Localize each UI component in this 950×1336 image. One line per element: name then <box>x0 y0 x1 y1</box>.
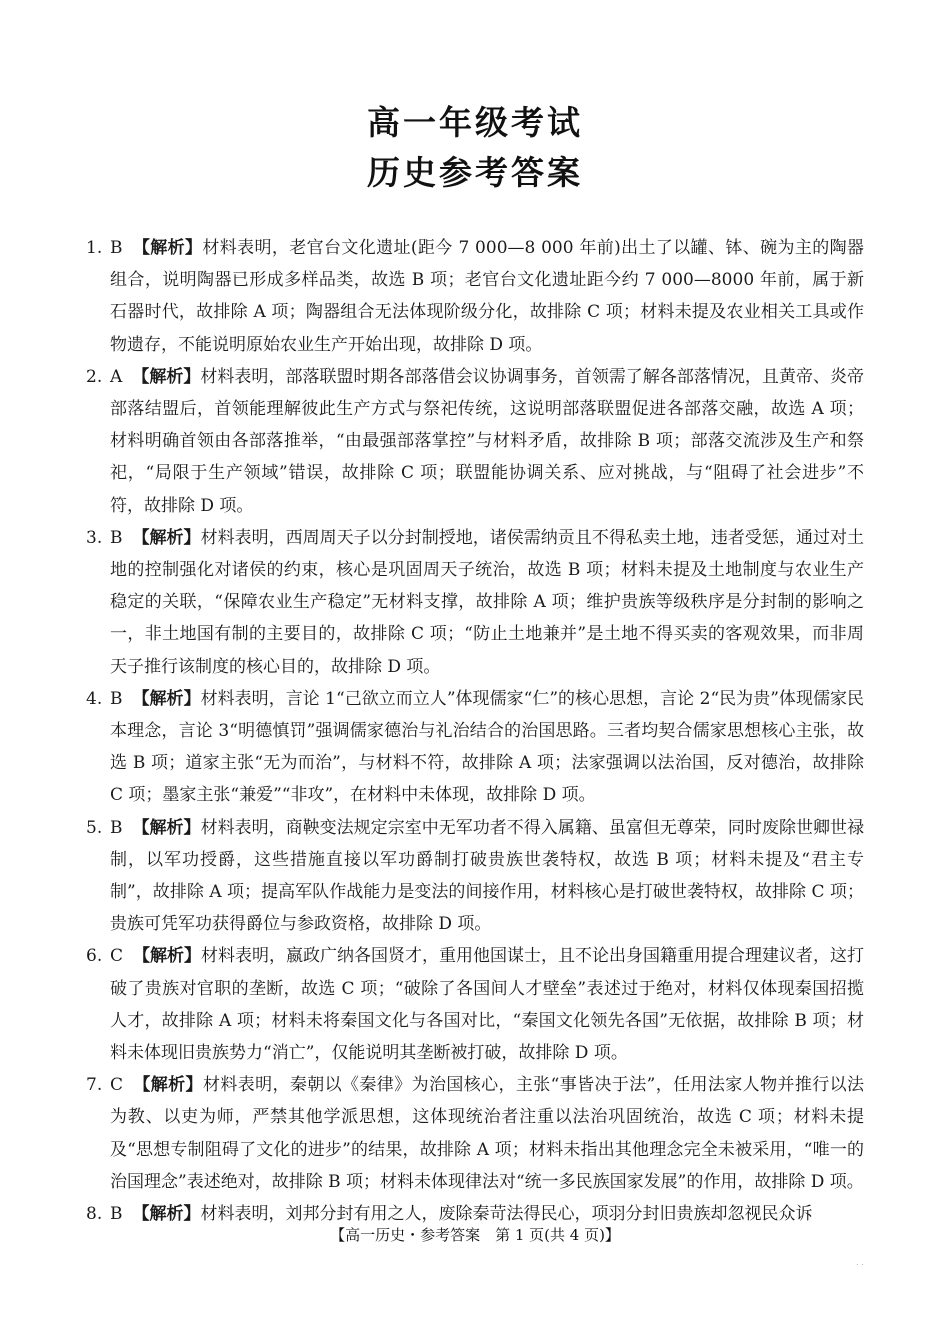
answer-item-3 <box>86 522 864 683</box>
answer-list <box>86 232 864 1230</box>
analysis-tag: 【解析】 <box>132 1204 201 1225</box>
answer-text: 材料表明，西周周天子以分封制授地，诸侯需纳贡且不得私卖土地，违者受惩，通过对土地的控制强化对诸侯的约束，核心是巩固周天子统治，故选 B 项；材料未提及土地制度与农业生产稳定的关联，“保障农业生产稳定”无材料支撑，故排除 A 项；维护贵族等级秩序是分封制的影响之一，非土地国有制的主要目的，故排除 C 项；“防止土地兼并”是土地不得买卖的客观效果，而非周天子推行该制度的核心目的，故排除 D 项。 <box>110 527 865 677</box>
analysis-tag: 【解析】 <box>132 527 201 548</box>
answer-text: 材料表明，嬴政广纳各国贤才，重用他国谋士，且不论出身国籍重用提合理建议者，这打破了贵族对官职的垄断，故选 C 项；“破除了各国间人才壁垒”表述过于绝对，材料仅体现秦国招揽人才，故排除 A 项；材料未将秦国文化与各国对比，“秦国文化领先各国”无依据，故排除 B 项；材料未体现旧贵族势力“消亡”，仅能说明其垄断被打破，故排除 D 项。 <box>110 946 865 1064</box>
answer-text: 材料表明，刘邦分封有用之人，废除秦苛法得民心，项羽分封旧贵族却忽视民众诉 <box>200 1204 813 1225</box>
analysis-tag: 【解析】 <box>132 817 201 838</box>
answer-text: 材料表明，老官台文化遗址(距今 7 000—8 000 年前)出土了以罐、钵、碗为主的陶器组合，说明陶器已形成多样品类，故选 B 项；老官台文化遗址距今约 7 000—8000 年前，属于新石器时代，故排除 A 项；陶器组合无法体现阶级分化，故排除 C 项；材料未提及农业相关工具或作物遗存，不能说明原始农业生产开始出现，故排除 D 项。 <box>110 238 865 355</box>
answer-item-5 <box>86 812 864 941</box>
answer-choice: B <box>110 238 123 258</box>
answer-number: 6. <box>86 946 103 967</box>
analysis-tag: 【解析】 <box>133 946 202 967</box>
analysis-tag: 【解析】 <box>132 688 201 709</box>
answer-choice: A <box>110 366 123 387</box>
answer-item-6 <box>86 940 864 1069</box>
answer-choice: B <box>110 1204 123 1225</box>
answer-choice: B <box>110 527 123 548</box>
answer-item-2 <box>86 361 864 522</box>
corner-mark: . . <box>856 1258 864 1267</box>
answer-item-7 <box>86 1069 864 1198</box>
answer-choice: B <box>110 688 123 709</box>
answer-item-4 <box>86 683 864 812</box>
analysis-tag: 【解析】 <box>133 1075 203 1096</box>
analysis-tag: 【解析】 <box>132 238 203 258</box>
analysis-tag: 【解析】 <box>132 366 201 387</box>
answer-number: 7. <box>86 1075 103 1096</box>
answer-choice: B <box>110 817 123 838</box>
answer-number: 5. <box>86 817 103 838</box>
page-footer: 【高一历史・参考答案 第 1 页(共 4 页)】 <box>330 1226 620 1244</box>
title-line-1: 高一年级考试 <box>367 103 583 142</box>
answer-text: 材料表明，秦朝以《秦律》为治国核心，主张“事皆决于法”，任用法家人物并推行以法为教、以吏为师，严禁其他学派思想，这体现统治者注重以法治巩固统治，故选 C 项；材料未提及“思想专制阻碍了文化的进步”的结果，故排除 A 项；材料未指出其他理念完全未被采用，“唯一的治国理念”表述绝对，故排除 B 项；材料未体现律法对“统一多民族国家发展”的作用，故排除 D 项。 <box>110 1075 864 1192</box>
title-line-2: 历史参考答案 <box>367 153 583 192</box>
document-title <box>0 98 950 198</box>
answer-number: 8. <box>86 1204 103 1225</box>
answer-number: 1. <box>86 238 103 258</box>
answer-number: 4. <box>86 688 103 709</box>
answer-choice: C <box>110 1075 124 1096</box>
answer-text: 材料表明，商鞅变法规定宗室中无军功者不得入属籍、虽富但无尊荣，同时废除世卿世禄制，以军功授爵，这些措施直接以军功爵制打破贵族世袭特权，故选 B 项；材料未提及“君主专制”，故排除 A 项；提高军队作战能力是变法的间接作用，材料核心是打破世袭特权，故排除 C 项；贵族可凭军功获得爵位与参政资格，故排除 D 项。 <box>110 817 865 935</box>
answer-number: 2. <box>86 366 103 387</box>
answer-choice: C <box>110 946 124 967</box>
answer-text: 材料表明，部落联盟时期各部落借会议协调事务，首领需了解各部落情况，且黄帝、炎帝部落结盟后，首领能理解彼此生产方式与祭祀传统，这说明部落联盟促进各部落交融，故选 A 项；材料明确首领由各部落推举，“由最强部落掌控”与材料矛盾，故排除 B 项；部落交流涉及生产和祭祀，“局限于生产领域”错误，故排除 C 项；联盟能协调关系、应对挑战，与“阻碍了社会进步”不符，故排除 D 项。 <box>110 366 865 516</box>
answer-number: 3. <box>86 527 103 548</box>
answer-item-1 <box>86 232 864 361</box>
answer-text: 材料表明，言论 1“己欲立而立人”体现儒家“仁”的核心思想，言论 2“民为贵”体现儒家民本理念，言论 3“明德慎罚”强调儒家德治与礼治结合的治国思路。三者均契合儒家思想核心主张，故选 B 项；道家主张“无为而治”，与材料不符，故排除 A 项；法家强调以法治国，反对德治，故排除 C 项；墨家主张“兼爱”“非攻”，在材料中未体现，故排除 D 项。 <box>110 688 865 806</box>
